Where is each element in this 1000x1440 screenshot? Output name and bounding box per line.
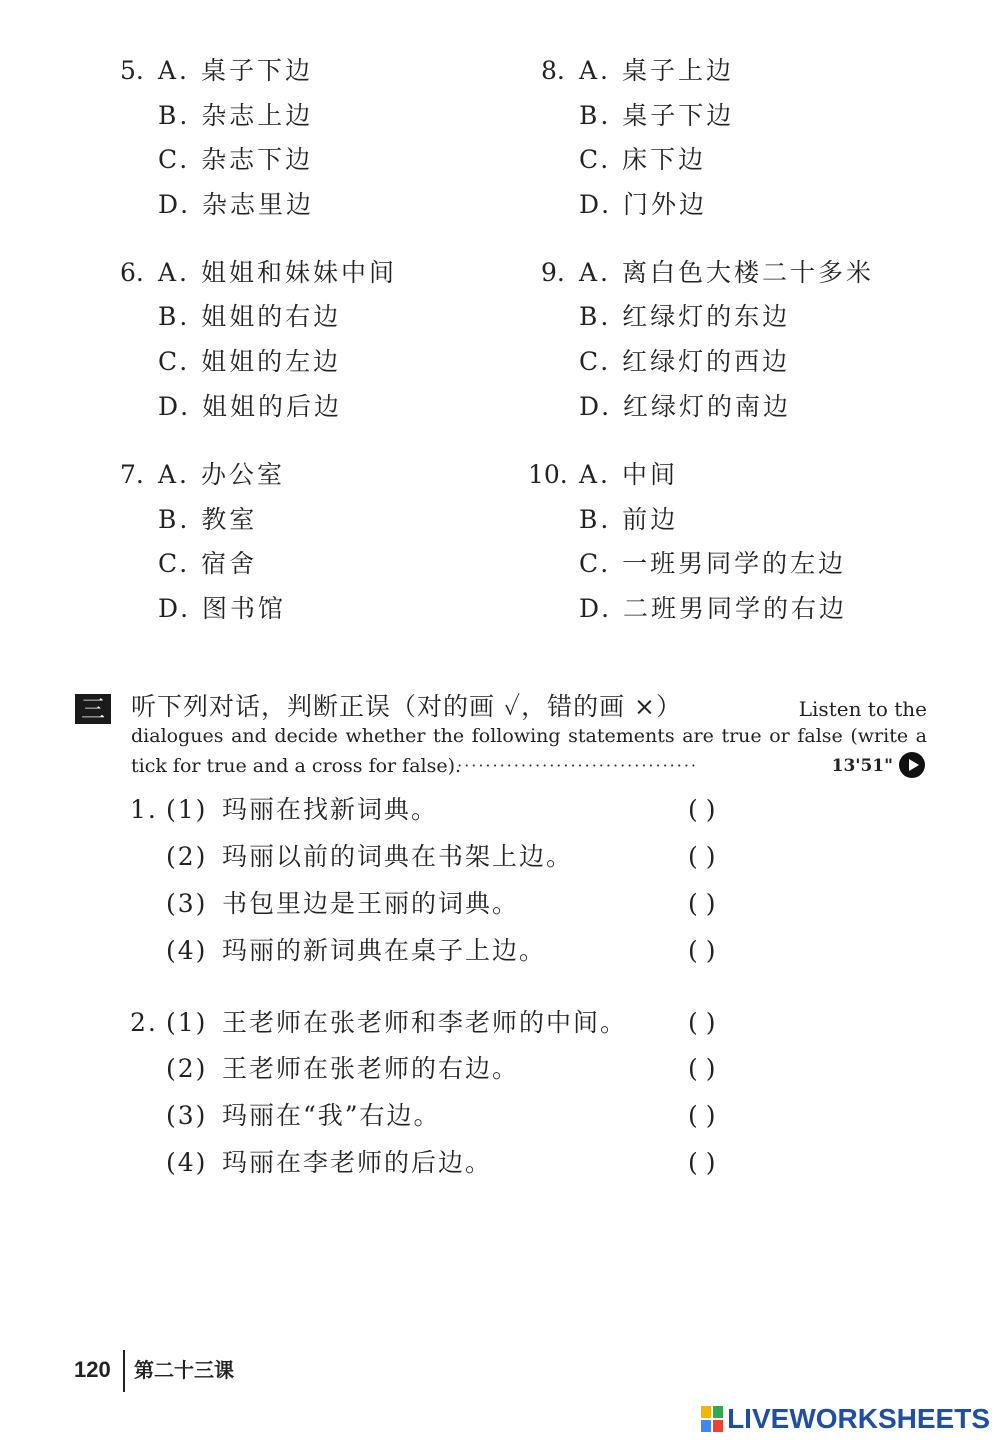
option-d[interactable]: D. 杂志里边 <box>158 190 315 219</box>
question-number: 6. <box>120 258 144 287</box>
statement-label: (1) <box>166 795 208 824</box>
question-number: 8. <box>541 56 565 85</box>
statement-text: 玛丽在“我”右边。 <box>222 1101 441 1130</box>
section-title-en-1: Listen to the <box>798 697 927 721</box>
leader-dots: ··································· <box>450 756 699 775</box>
option-c[interactable]: C. 一班男同学的左边 <box>579 549 847 578</box>
section-title-cn: 听下列对话，判断正误（对的画 ✓，错的画 ×） <box>131 692 682 721</box>
option-d[interactable]: D. 二班男同学的右边 <box>579 594 848 623</box>
option-b[interactable]: B. 前边 <box>579 505 679 534</box>
question-number: 10. <box>528 460 568 489</box>
statement-text: 玛丽以前的词典在书架上边。 <box>222 842 574 871</box>
option-c[interactable]: C. 宿舍 <box>158 549 258 578</box>
statement-label: (1) <box>166 1008 208 1037</box>
answer-blank[interactable]: ( ) <box>688 1054 716 1083</box>
option-b[interactable]: B. 姐姐的右边 <box>158 302 342 331</box>
section-title-en-3: tick for true and a cross for false). <box>131 755 462 777</box>
answer-blank[interactable]: ( ) <box>688 795 716 824</box>
audio-timestamp: 13'51" <box>831 756 893 776</box>
statement-label: (4) <box>166 936 208 965</box>
option-a[interactable]: A. 姐姐和妹妹中间 <box>158 258 397 287</box>
section-title-en-2: dialogues and decide whether the following statements are true or false (write a <box>131 725 927 747</box>
brand-text: LIVEWORKSHEETS <box>727 1403 990 1434</box>
statement-label: (3) <box>166 889 208 918</box>
question-number: 5. <box>120 56 144 85</box>
option-c[interactable]: C. 床下边 <box>579 145 707 174</box>
dialogue-number: 1. <box>130 795 158 824</box>
statement-text: 王老师在张老师和李老师的中间。 <box>222 1008 628 1037</box>
statement-text: 玛丽在李老师的后边。 <box>222 1148 493 1177</box>
lesson-title: 第二十三课 <box>134 1358 234 1382</box>
question-number: 9. <box>541 258 565 287</box>
option-b[interactable]: B. 红绿灯的东边 <box>579 302 791 331</box>
answer-blank[interactable]: ( ) <box>688 842 716 871</box>
option-a[interactable]: A. 桌子上边 <box>579 56 734 85</box>
option-c[interactable]: C. 红绿灯的西边 <box>579 347 791 376</box>
footer-divider <box>123 1350 125 1392</box>
statement-text: 王老师在张老师的右边。 <box>222 1054 520 1083</box>
option-b[interactable]: B. 教室 <box>158 505 258 534</box>
section-marker: 三 <box>75 694 111 724</box>
option-d[interactable]: D. 门外边 <box>579 190 708 219</box>
statement-label: (3) <box>166 1101 208 1130</box>
option-d[interactable]: D. 红绿灯的南边 <box>579 392 792 421</box>
answer-blank[interactable]: ( ) <box>688 889 716 918</box>
liveworksheets-logo-icon <box>701 1406 723 1432</box>
question-number: 7. <box>120 460 144 489</box>
page-number: 120 <box>74 1357 111 1382</box>
option-c[interactable]: C. 杂志下边 <box>158 145 314 174</box>
statement-label: (4) <box>166 1148 208 1177</box>
statement-text: 书包里边是王丽的词典。 <box>222 889 520 918</box>
option-d[interactable]: D. 图书馆 <box>158 594 287 623</box>
statement-text: 玛丽的新词典在桌子上边。 <box>222 936 547 965</box>
option-c[interactable]: C. 姐姐的左边 <box>158 347 342 376</box>
answer-blank[interactable]: ( ) <box>688 1101 716 1130</box>
play-icon[interactable] <box>899 752 925 778</box>
statement-label: (2) <box>166 1054 208 1083</box>
option-b[interactable]: B. 桌子下边 <box>579 101 735 130</box>
statement-text: 玛丽在找新词典。 <box>222 795 439 824</box>
option-a[interactable]: A. 桌子下边 <box>158 56 313 85</box>
option-d[interactable]: D. 姐姐的后边 <box>158 392 343 421</box>
statement-label: (2) <box>166 842 208 871</box>
option-b[interactable]: B. 杂志上边 <box>158 101 314 130</box>
option-a[interactable]: A. 离白色大楼二十多米 <box>579 258 874 287</box>
answer-blank[interactable]: ( ) <box>688 1008 716 1037</box>
answer-blank[interactable]: ( ) <box>688 936 716 965</box>
dialogue-number: 2. <box>130 1008 158 1037</box>
brand-watermark <box>701 1402 990 1436</box>
option-a[interactable]: A. 办公室 <box>158 460 285 489</box>
option-a[interactable]: A. 中间 <box>579 460 678 489</box>
answer-blank[interactable]: ( ) <box>688 1148 716 1177</box>
